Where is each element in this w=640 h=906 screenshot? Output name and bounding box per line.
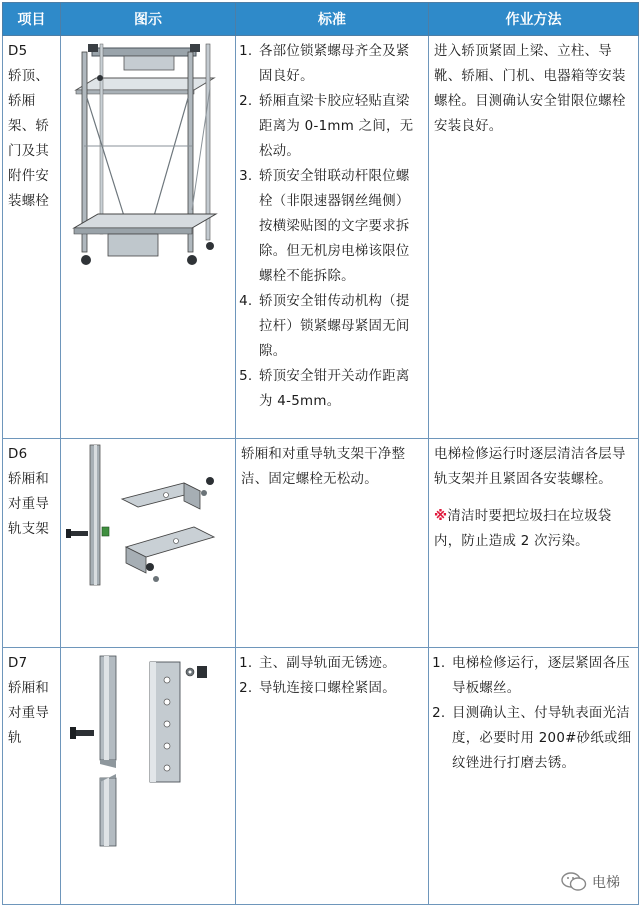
standard-list xyxy=(241,39,423,414)
standard-cell xyxy=(236,439,429,648)
standard-cell xyxy=(236,648,429,905)
method-cell xyxy=(429,439,639,648)
header-method: 作业方法 xyxy=(429,3,639,36)
list-item: 1. 电梯检修运行，逐层紧固各压导板螺丝。 xyxy=(450,651,633,701)
note xyxy=(434,504,633,554)
note-text: 清洁时要把垃圾扫在垃圾袋内，防止造成 2 次污染。 xyxy=(434,509,612,549)
list-item: 5. 轿顶安全钳开关动作距离为 4-5mm。 xyxy=(257,364,423,414)
figure-cell xyxy=(61,439,236,648)
list-item: 3. 轿顶安全钳联动杆限位螺栓（非限速器钢丝绳侧）按横梁贴图的文字要求拆除。但无机房电梯该限位螺栓不能拆除。 xyxy=(257,164,423,289)
inspection-table xyxy=(2,2,639,905)
figure-cell xyxy=(61,36,236,439)
figure-cell xyxy=(61,648,236,905)
method-cell: 进入轿顶紧固上梁、立柱、导靴、轿厢、门机、电器箱等安装螺栓。目测确认安全钳限位螺栓安装良好。 xyxy=(429,36,639,439)
item-cell: D5 轿顶、 轿厢 架、轿 门及其 附件安 装螺栓 xyxy=(3,36,61,439)
reference-mark-icon: ※ xyxy=(434,509,448,524)
method-list xyxy=(434,651,633,776)
list-item: 2. 导轨连接口螺栓紧固。 xyxy=(257,676,423,701)
standard-list xyxy=(241,651,423,701)
list-item: 2. 轿厢直梁卡胶应轻贴直梁距离为 0-1mm 之间，无松动。 xyxy=(257,89,423,164)
method-cell xyxy=(429,648,639,905)
standard-cell xyxy=(236,36,429,439)
table-row-d6 xyxy=(3,439,639,648)
wechat-logo-icon xyxy=(561,872,587,892)
item-cell: D6 轿厢和 对重导 轨支架 xyxy=(3,439,61,648)
list-item: 1. 各部位锁紧螺母齐全及紧固良好。 xyxy=(257,39,423,89)
header-row xyxy=(3,3,639,36)
car-frame-3d-figure xyxy=(64,38,232,268)
header-item: 项目 xyxy=(3,3,61,36)
standard-text: 轿厢和对重导轨支架干净整洁、固定螺栓无松动。 xyxy=(241,447,406,487)
watermark-text: 电梯 xyxy=(592,875,620,891)
list-item: 4. 轿顶安全钳传动机构（提拉杆）锁紧螺母紧固无间隙。 xyxy=(257,289,423,364)
table-row-d7 xyxy=(3,648,639,905)
list-item: 2. 目测确认主、付导轨表面光洁度，必要时用 200#砂纸或细纹锉进行打磨去锈。 xyxy=(450,701,633,776)
watermark xyxy=(561,872,620,892)
item-cell: D7 轿厢和 对重导 轨 xyxy=(3,648,61,905)
list-item: 1. 主、副导轨面无锈迹。 xyxy=(257,651,423,676)
header-standard: 标准 xyxy=(236,3,429,36)
table-row-d5 xyxy=(3,36,639,439)
method-text: 电梯检修运行时逐层清洁各层导轨支架并且紧固各安装螺栓。 xyxy=(434,447,626,487)
rail-bracket-figure xyxy=(64,441,232,591)
header-figure: 图示 xyxy=(61,3,236,36)
guide-rail-fishplate-figure xyxy=(64,650,232,850)
